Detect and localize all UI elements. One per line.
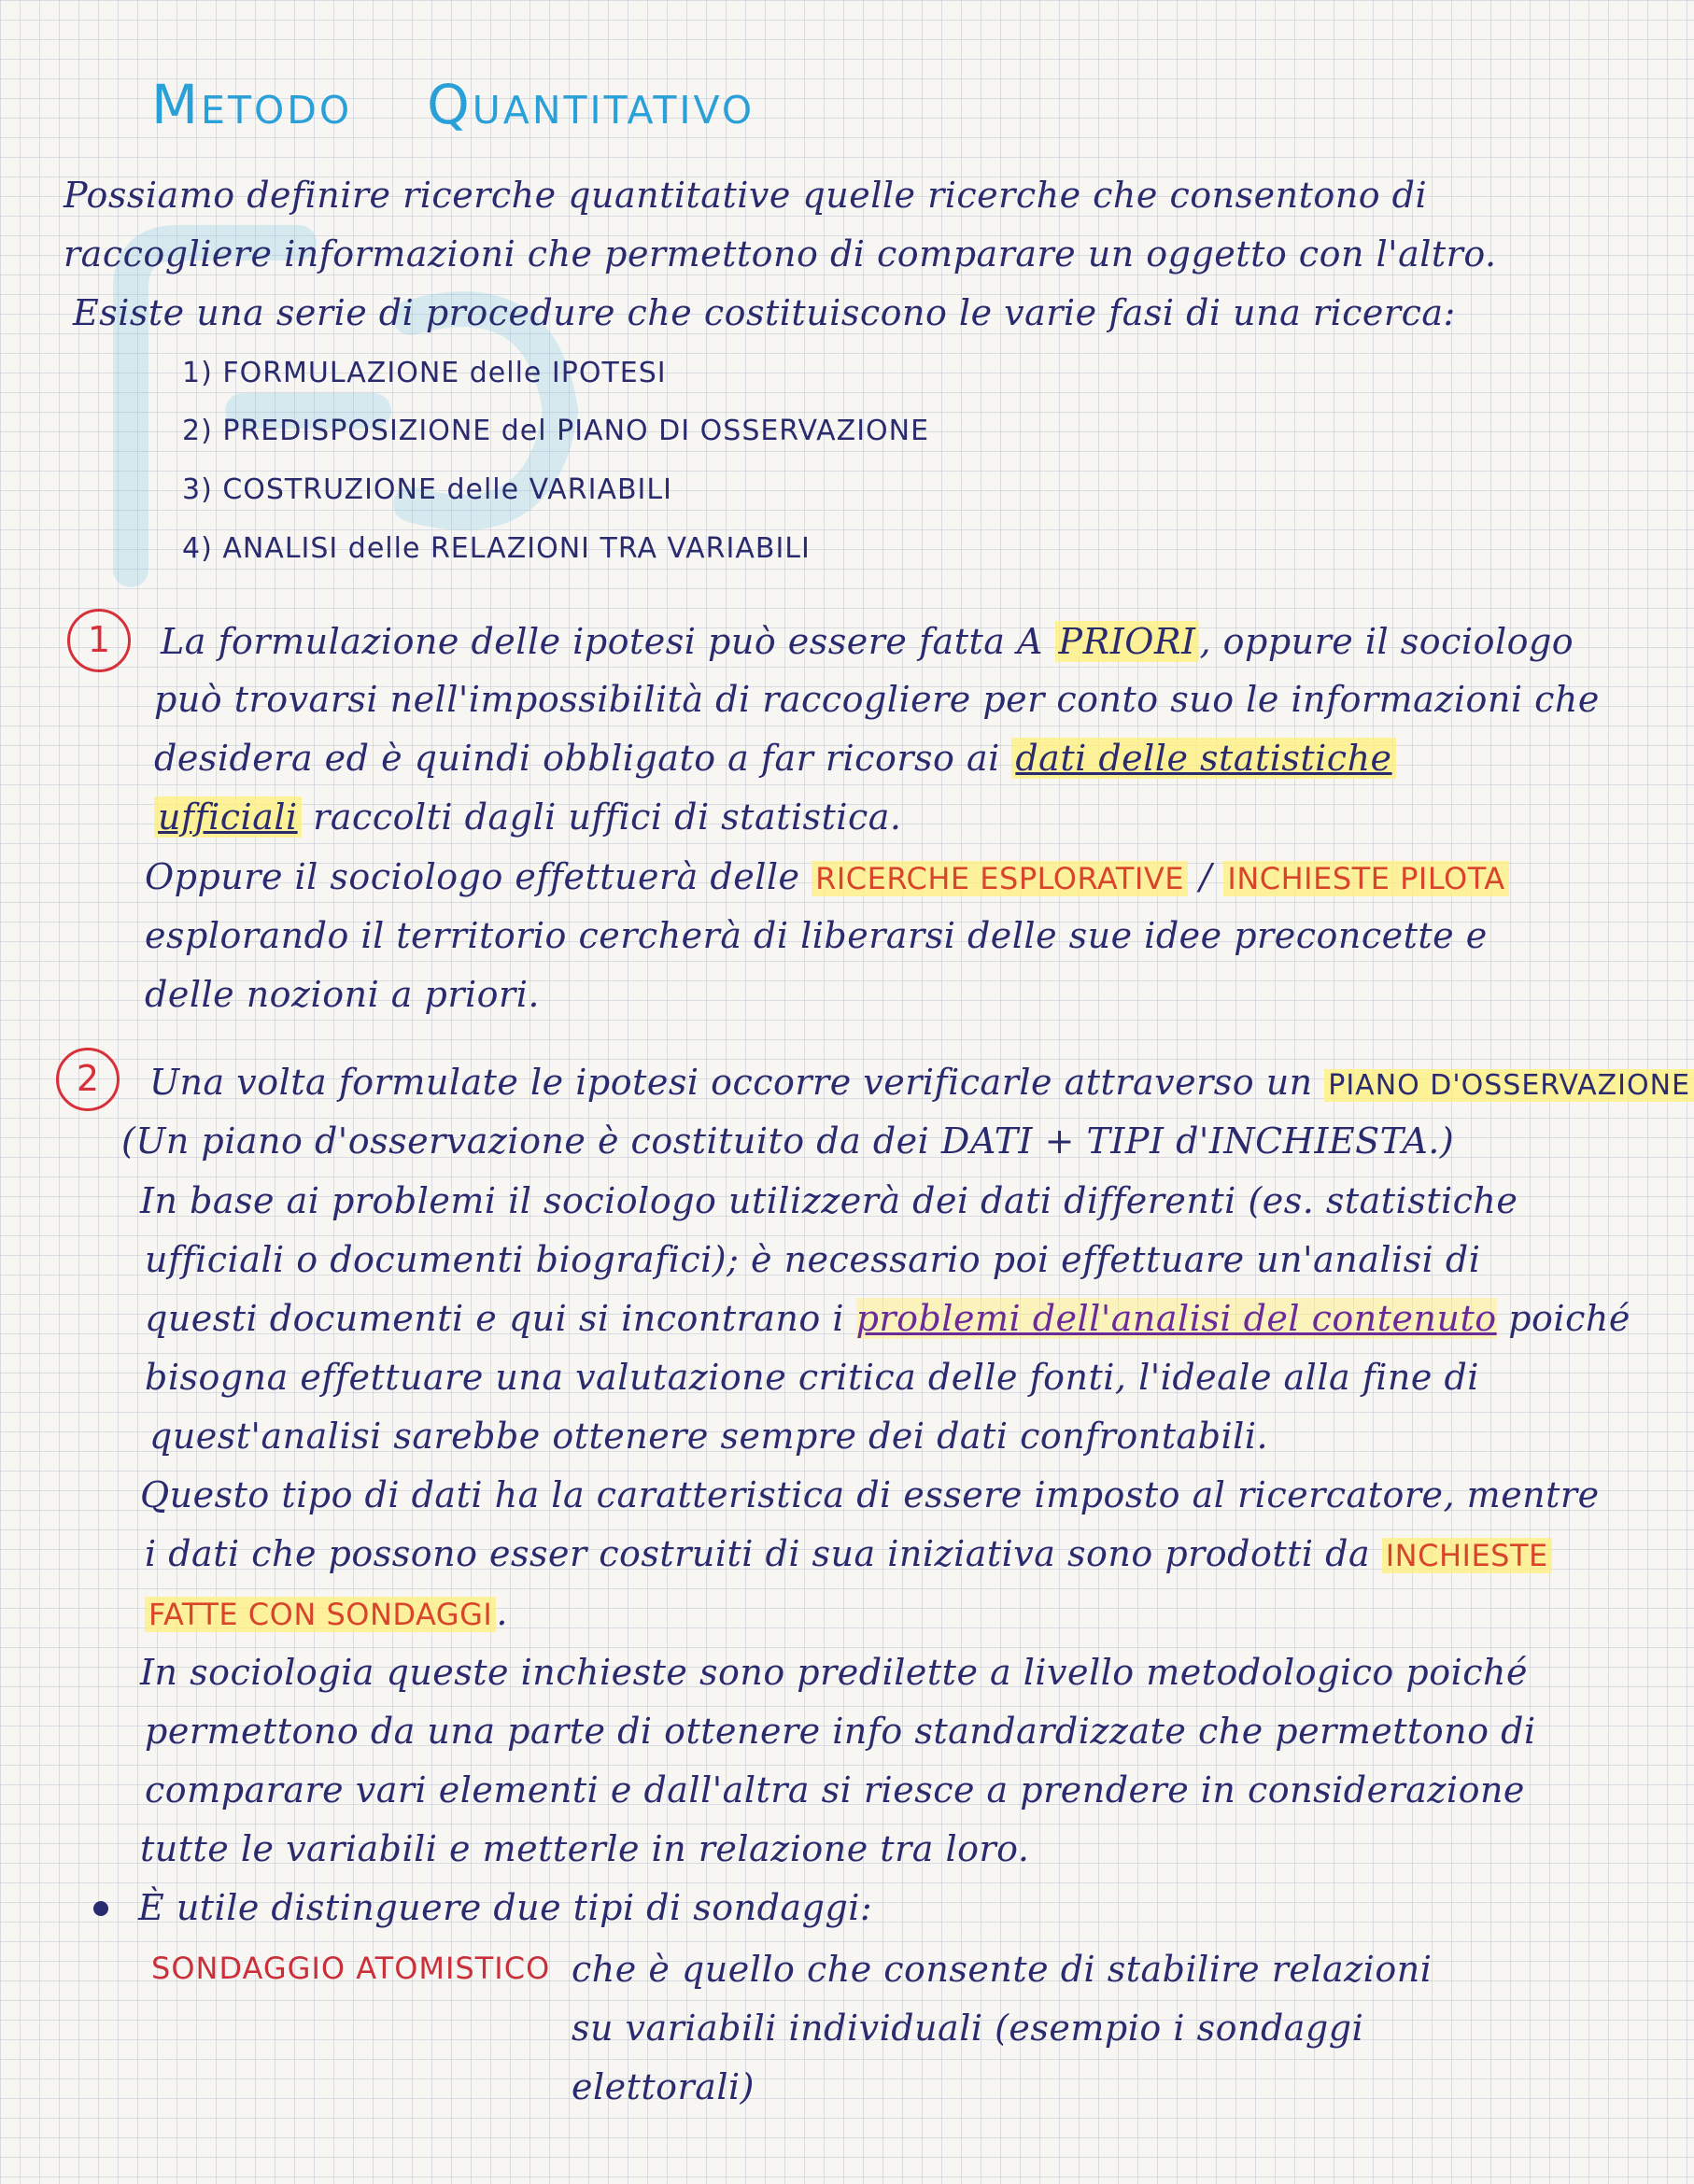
section2-line-5 bbox=[145, 1298, 1630, 1339]
section2-line-1 bbox=[149, 1062, 1694, 1103]
intro-line-3: Esiste una serie di procedure che costituiscono le varie fasi di una ricerca: bbox=[73, 292, 1456, 333]
bullet-desc-1: che è quello che consente di stabilire relazioni bbox=[572, 1949, 1433, 1990]
section-number-2: 2 bbox=[56, 1048, 120, 1111]
ufficiali-highlight: ufficiali bbox=[154, 796, 302, 838]
title-word-2: Quantitativo bbox=[427, 73, 755, 136]
section1-line4-text: raccolti dagli uffici di statistica. bbox=[301, 796, 902, 838]
intro-line-2: raccogliere informazioni che permettono di comparare un oggetto con l'altro. bbox=[64, 233, 1497, 275]
phase-item-2: 2) PREDISPOSIZIONE del PIANO DI OSSERVAZIONE bbox=[182, 415, 930, 447]
ricerche-esplorative-highlight: RICERCHE ESPLORATIVE bbox=[812, 861, 1188, 896]
bullet-dot bbox=[93, 1901, 108, 1916]
section1-text-a: La formulazione delle ipotesi può essere fatta A bbox=[161, 621, 1055, 662]
section2-line-12: permettono da una parte di ottenere info standardizzate che permettono di bbox=[145, 1711, 1536, 1752]
section1-line3-text: desidera ed è quindi obbligato a far ricorso ai bbox=[154, 738, 1012, 779]
section1-line-1 bbox=[161, 621, 1574, 662]
phase-item-1: 1) FORMULAZIONE delle IPOTESI bbox=[182, 357, 667, 389]
section1-line-2: può trovarsi nell'impossibilità di raccogliere per conto suo le informazioni che bbox=[154, 679, 1600, 720]
section2-line-10 bbox=[145, 1592, 508, 1633]
page-title bbox=[151, 73, 829, 136]
section1-text-c: , oppure il sociologo bbox=[1199, 621, 1574, 662]
section1-line-5 bbox=[145, 856, 1509, 897]
problemi-analisi-highlight: problemi dell'analisi del contenuto bbox=[855, 1298, 1497, 1339]
section2-line10-end: . bbox=[496, 1592, 508, 1633]
section1-line-4 bbox=[154, 796, 902, 838]
sondaggio-atomistico-term: SONDAGGIO ATOMISTICO bbox=[151, 1951, 551, 1986]
section2-line-11: In sociologia queste inchieste sono predilette a livello metodologico poiché bbox=[140, 1652, 1528, 1693]
inchieste-pilota-highlight: INCHIESTE PILOTA bbox=[1223, 861, 1508, 896]
section2-line-13: comparare vari elementi e dall'altra si riesce a prendere in considerazione bbox=[145, 1769, 1525, 1811]
section2-line-2: (Un piano d'osservazione è costituito da dei DATI + TIPI d'INCHIESTA.) bbox=[121, 1120, 1455, 1162]
section2-line-6: bisogna effettuare una valutazione critica delle fonti, l'ideale alla fine di bbox=[145, 1357, 1479, 1398]
section2-line5-end: poiché bbox=[1496, 1298, 1630, 1339]
section1-line-7: delle nozioni a priori. bbox=[145, 974, 540, 1015]
inchieste-highlight: INCHIESTE bbox=[1382, 1538, 1552, 1573]
section2-line-4: ufficiali o documenti biografici); è necessario poi effettuare un'analisi di bbox=[145, 1239, 1481, 1280]
section1-slash: / bbox=[1187, 856, 1224, 897]
phase-item-4: 4) ANALISI delle RELAZIONI TRA VARIABILI bbox=[182, 532, 811, 565]
piano-osservazione-highlight: PIANO D'OSSERVAZIONE bbox=[1324, 1069, 1694, 1102]
section1-line-3 bbox=[154, 738, 1396, 779]
intro-line-1: Possiamo definire ricerche quantitative quelle ricerche che consentono di bbox=[64, 175, 1428, 216]
section1-line5-text: Oppure il sociologo effettuerà delle bbox=[145, 856, 812, 897]
fatte-con-sondaggi-highlight: FATTE CON SONDAGGI bbox=[145, 1597, 496, 1632]
bullet-line-1: È utile distinguere due tipi di sondaggi: bbox=[138, 1887, 873, 1928]
section2-line1-text: Una volta formulate le ipotesi occorre verificarle attraverso un bbox=[149, 1062, 1325, 1103]
bullet-desc-2: su variabili individuali (esempio i sondaggi bbox=[572, 2008, 1364, 2049]
title-word-1: Metodo bbox=[151, 73, 353, 136]
a-priori-highlight: PRIORI bbox=[1055, 621, 1200, 662]
section2-line-7: quest'analisi sarebbe ottenere sempre dei dati confrontabili. bbox=[149, 1416, 1269, 1457]
section-number-1: 1 bbox=[67, 609, 131, 672]
bullet-desc-3: elettorali) bbox=[572, 2066, 755, 2107]
section2-line9-text: i dati che possono esser costruiti di sua iniziativa sono prodotti da bbox=[145, 1533, 1382, 1574]
section2-line-14: tutte le variabili e metterle in relazione tra loro. bbox=[140, 1828, 1030, 1869]
section2-line-9 bbox=[145, 1533, 1552, 1574]
section1-line-6: esplorando il territorio cercherà di liberarsi delle sue idee preconcette e bbox=[145, 915, 1488, 956]
section2-line-3: In base ai problemi il sociologo utilizzerà dei dati differenti (es. statistiche bbox=[140, 1180, 1518, 1221]
phase-item-3: 3) COSTRUZIONE delle VARIABILI bbox=[182, 473, 672, 506]
section2-line5-text: questi documenti e qui si incontrano i bbox=[145, 1298, 856, 1339]
section2-line-8: Questo tipo di dati ha la caratteristica di essere imposto al ricercatore, mentre bbox=[140, 1474, 1600, 1515]
dati-statistiche-highlight: dati delle statistiche bbox=[1011, 738, 1395, 779]
